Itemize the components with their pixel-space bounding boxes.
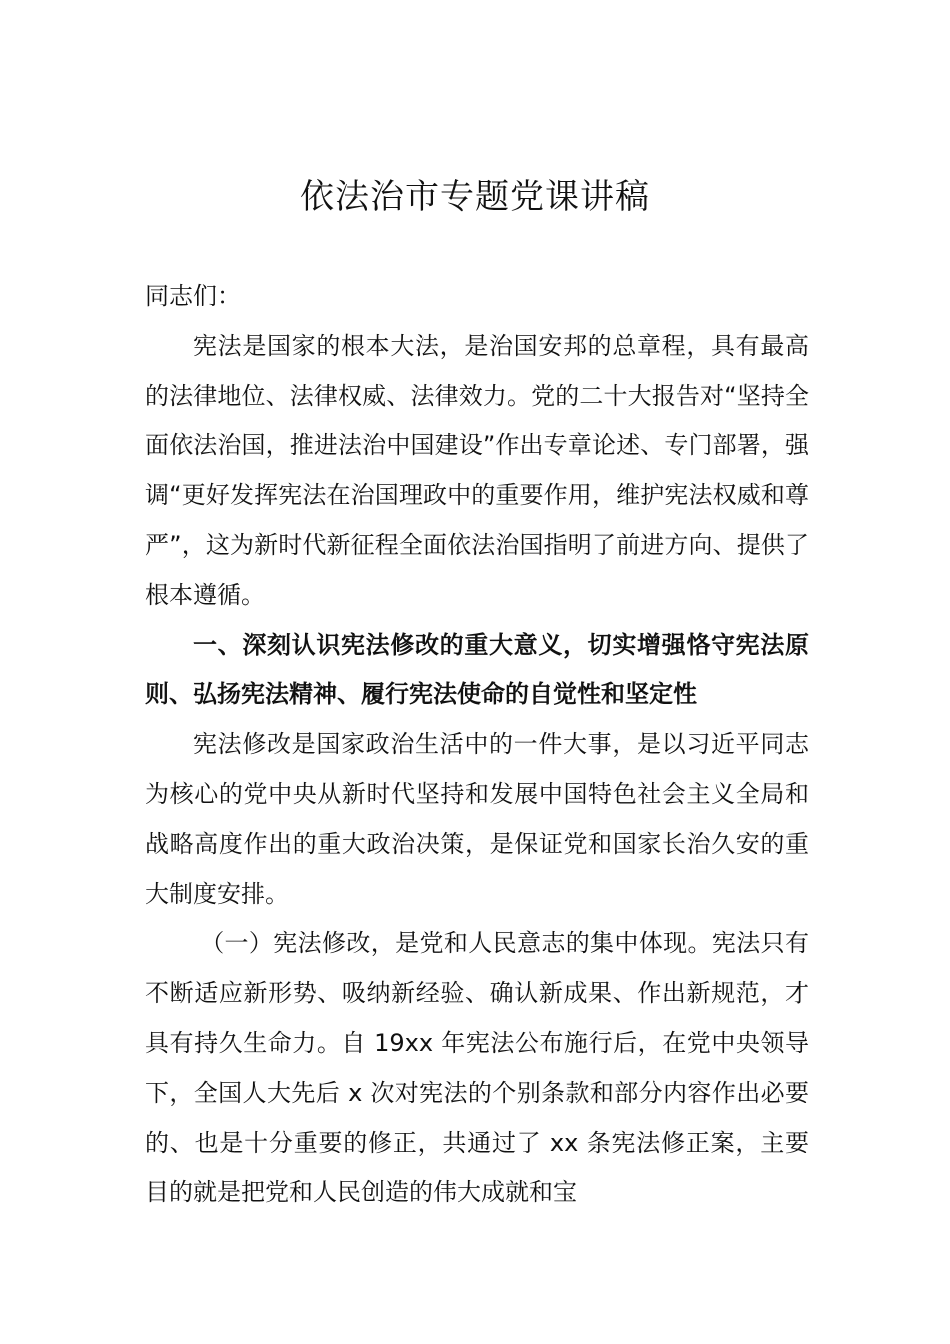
paragraph-subsection-1: （一）宪法修改，是党和人民意志的集中体现。宪法只有不断适应新形势、吸纳新经验、确认新成果、作出新规范，才具有持久生命力。自 19xx 年宪法公布施行后，在党中央领导下，全国人大先后 x 次对宪法的个别条款和部分内容作出必要的、也是十分重要的修正，共通过了 xx 条宪法修正案，主要目的就是把党和人民创造的伟大成就和宝 xyxy=(145,929,809,1207)
document-title: 依法治市专题党课讲稿 xyxy=(300,177,650,217)
salutation: 同志们： xyxy=(145,282,241,310)
paragraph-intro: 宪法是国家的根本大法，是治国安邦的总章程，具有最高的法律地位、法律权威、法律效力。党的二十大报告对“坚持全面依法治国，推进法治中国建设”作出专章论述、专门部署，强调“更好发挥宪法在治国理政中的重要作用，维护宪法权威和尊严”，这为新时代新征程全面依法治国指明了前进方向、提供了根本遵循。 xyxy=(145,331,809,609)
document-body xyxy=(145,272,809,1218)
paragraph-section-1: 宪法修改是国家政治生活中的一件大事，是以习近平同志为核心的党中央从新时代坚持和发展中国特色社会主义全局和战略高度作出的重大政治决策，是保证党和国家长治久安的重大制度安排。 xyxy=(145,730,809,908)
section-heading-1: 一、深刻认识宪法修改的重大意义，切实增强恪守宪法原则、弘扬宪法精神、履行宪法使命的自觉性和坚定性 xyxy=(145,630,809,709)
